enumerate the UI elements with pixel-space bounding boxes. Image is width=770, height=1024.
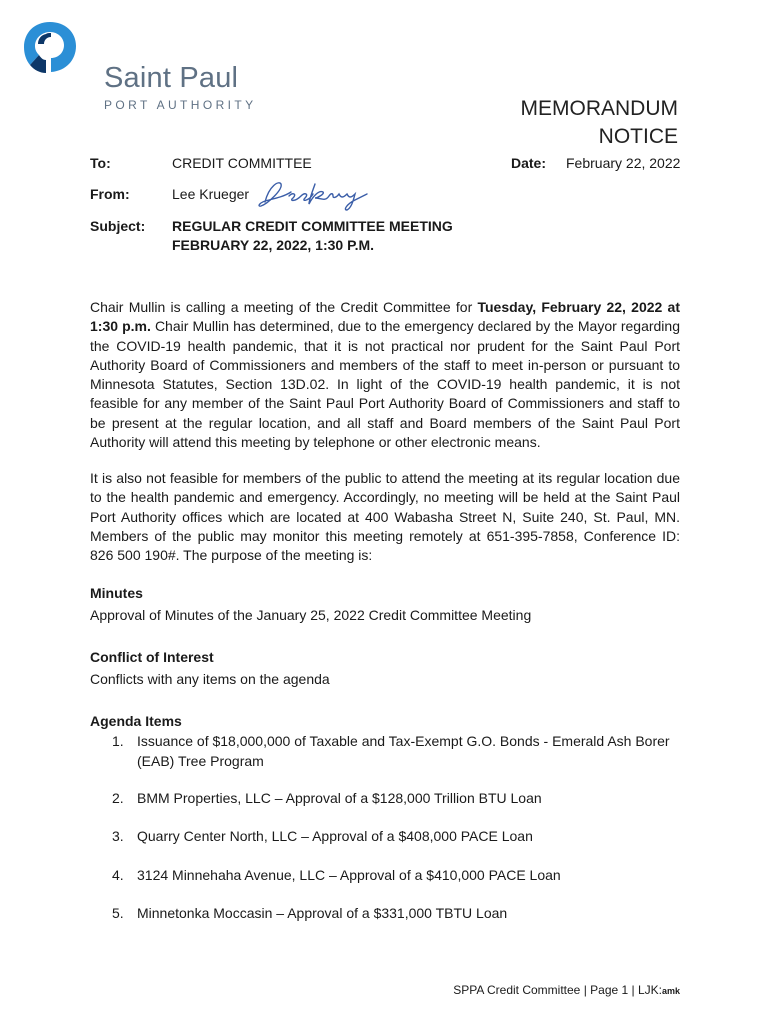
agenda-item bbox=[112, 789, 672, 809]
agenda-item-text: Issuance of $18,000,000 of Taxable and Tax-Exempt G.O. Bonds - Emerald Ash Borer (EAB) Tree Program bbox=[137, 733, 670, 769]
logo-mark-icon bbox=[22, 20, 78, 74]
footer-text: SPPA Credit Committee | Page 1 | LJK: bbox=[453, 983, 662, 997]
logo-subtitle: PORT AUTHORITY bbox=[104, 98, 257, 112]
saint-paul-port-authority-logo bbox=[22, 20, 257, 112]
subject-label: Subject: bbox=[90, 218, 146, 234]
conflict-text: Conflicts with any items on the agenda bbox=[90, 671, 330, 687]
paragraph-1-datetime: Tuesday, February 22, 2022 at 1:30 p.m. bbox=[90, 299, 680, 335]
paragraph-1-rest: Chair Mullin has determined, due to the emergency declared by the Mayor regarding the COVID-19 health pandemic, that it is not practical nor prudent for the Saint Paul Port Authority Board of Commissioners and members of the staff to meet in-person or pursuant to Minnesota Statutes, Section 13D.02. In light of the COVID-19 health pandemic, it is not feasible for any member of the Saint Paul Port Authority Board of Commissioners and staff to be present at the regular location, and all staff and Board members of the Saint Paul Port Authority will attend this meeting by telephone or other electronic means. bbox=[90, 318, 680, 451]
from-value: Lee Krueger bbox=[172, 186, 250, 202]
agenda-item-text: BMM Properties, LLC – Approval of a $128,000 Trillion BTU Loan bbox=[137, 790, 542, 806]
from-label: From: bbox=[90, 186, 130, 202]
logo-name: Saint Paul bbox=[104, 62, 239, 94]
to-value: CREDIT COMMITTEE bbox=[172, 155, 312, 171]
agenda-item bbox=[112, 732, 672, 771]
to-label: To: bbox=[90, 155, 111, 171]
memo-title-line2: NOTICE bbox=[598, 125, 678, 148]
agenda-item bbox=[112, 827, 672, 847]
agenda-item-number: 2. bbox=[112, 790, 124, 806]
agenda-item-text: Minnetonka Moccasin – Approval of a $331,000 TBTU Loan bbox=[137, 905, 508, 921]
paragraph-meeting-notice bbox=[90, 298, 680, 452]
agenda-item-number: 4. bbox=[112, 867, 124, 883]
date-value: February 22, 2022 bbox=[566, 155, 681, 171]
memo-title-line1: MEMORANDUM bbox=[520, 97, 678, 120]
agenda-item-number: 1. bbox=[112, 733, 124, 749]
agenda-item-number: 3. bbox=[112, 828, 124, 844]
subject-line2: FEBRUARY 22, 2022, 1:30 P.M. bbox=[172, 237, 375, 253]
date-label: Date: bbox=[511, 155, 547, 171]
agenda-item-text: Quarry Center North, LLC – Approval of a $408,000 PACE Loan bbox=[137, 828, 533, 844]
conflict-heading: Conflict of Interest bbox=[90, 649, 214, 665]
agenda-heading: Agenda Items bbox=[90, 713, 182, 729]
minutes-heading: Minutes bbox=[90, 585, 143, 601]
page-footer bbox=[453, 983, 680, 997]
minutes-text: Approval of Minutes of the January 25, 2022 Credit Committee Meeting bbox=[90, 607, 532, 623]
memo-title bbox=[521, 95, 679, 151]
agenda-item-number: 5. bbox=[112, 905, 124, 921]
subject-line1: REGULAR CREDIT COMMITTEE MEETING bbox=[172, 218, 453, 234]
agenda-item bbox=[112, 904, 672, 924]
footer-initials: amk bbox=[661, 986, 680, 996]
paragraph-1-intro: Chair Mullin is calling a meeting of the Credit Committee for bbox=[90, 299, 478, 315]
agenda-item-text: 3124 Minnehaha Avenue, LLC – Approval of a $410,000 PACE Loan bbox=[137, 867, 561, 883]
paragraph-public-access: It is also not feasible for members of the public to attend the meeting at its regular location due to the health pandemic and emergency. Accordingly, no meeting will be held at the Saint Paul Port Authority offices which are located at 400 Wabasha Street N, Suite 240, St. Paul, MN. Members of the public may monitor this meeting remotely at 651-395-7858, Conference ID: 826 500 190#. The purpose of the meeting is: bbox=[90, 470, 680, 564]
handwritten-signature bbox=[255, 176, 375, 214]
agenda-item bbox=[112, 866, 672, 886]
